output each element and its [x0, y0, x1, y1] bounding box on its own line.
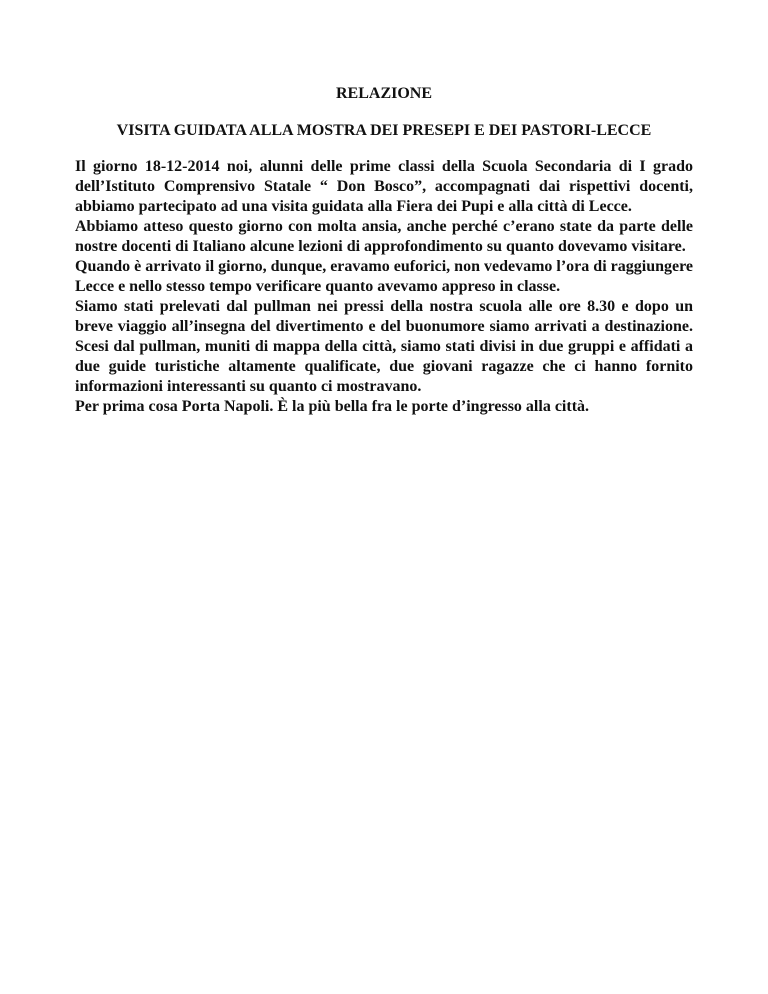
paragraph: Abbiamo atteso questo giorno con molta ansia, anche perché c’erano state da parte delle nostre docenti di Italiano alcune lezioni di approfondimento su quanto dovevamo visitare.: [75, 218, 693, 255]
paragraph: Siamo stati prelevati dal pullman nei pressi della nostra scuola alle ore 8.30 e dopo un breve viaggio all’insegna del divertimento e del buonumore siamo arrivati a destinazione. Scesi dal pullman, muniti di mappa della città, siamo stati divisi in due gruppi e affidati a due guide turistiche altamente qualificate, due giovani ragazze che ci hanno fornito informazioni interessanti su quanto ci mostravano.: [75, 298, 693, 395]
paragraph: Il giorno 18-12-2014 noi, alunni delle prime classi della Scuola Secondaria di I grado dell’Istituto Comprensivo Statale “ Don Bosco”, accompagnati dai rispettivi docenti, abbiamo partecipato ad una visita guidata alla Fiera dei Pupi e alla città di Lecce.: [75, 158, 693, 215]
document-subtitle: VISITA GUIDATA ALLA MOSTRA DEI PRESEPI E DEI PASTORI-LECCE: [116, 122, 652, 139]
document-body: [75, 157, 693, 417]
paragraph: Quando è arrivato il giorno, dunque, eravamo euforici, non vedevamo l’ora di raggiungere Lecce e nello stesso tempo verificare quanto avevamo appreso in classe.: [75, 258, 693, 295]
document-title: RELAZIONE: [335, 85, 433, 102]
paragraph: Per prima cosa Porta Napoli. È la più bella fra le porte d’ingresso alla città.: [75, 398, 590, 415]
